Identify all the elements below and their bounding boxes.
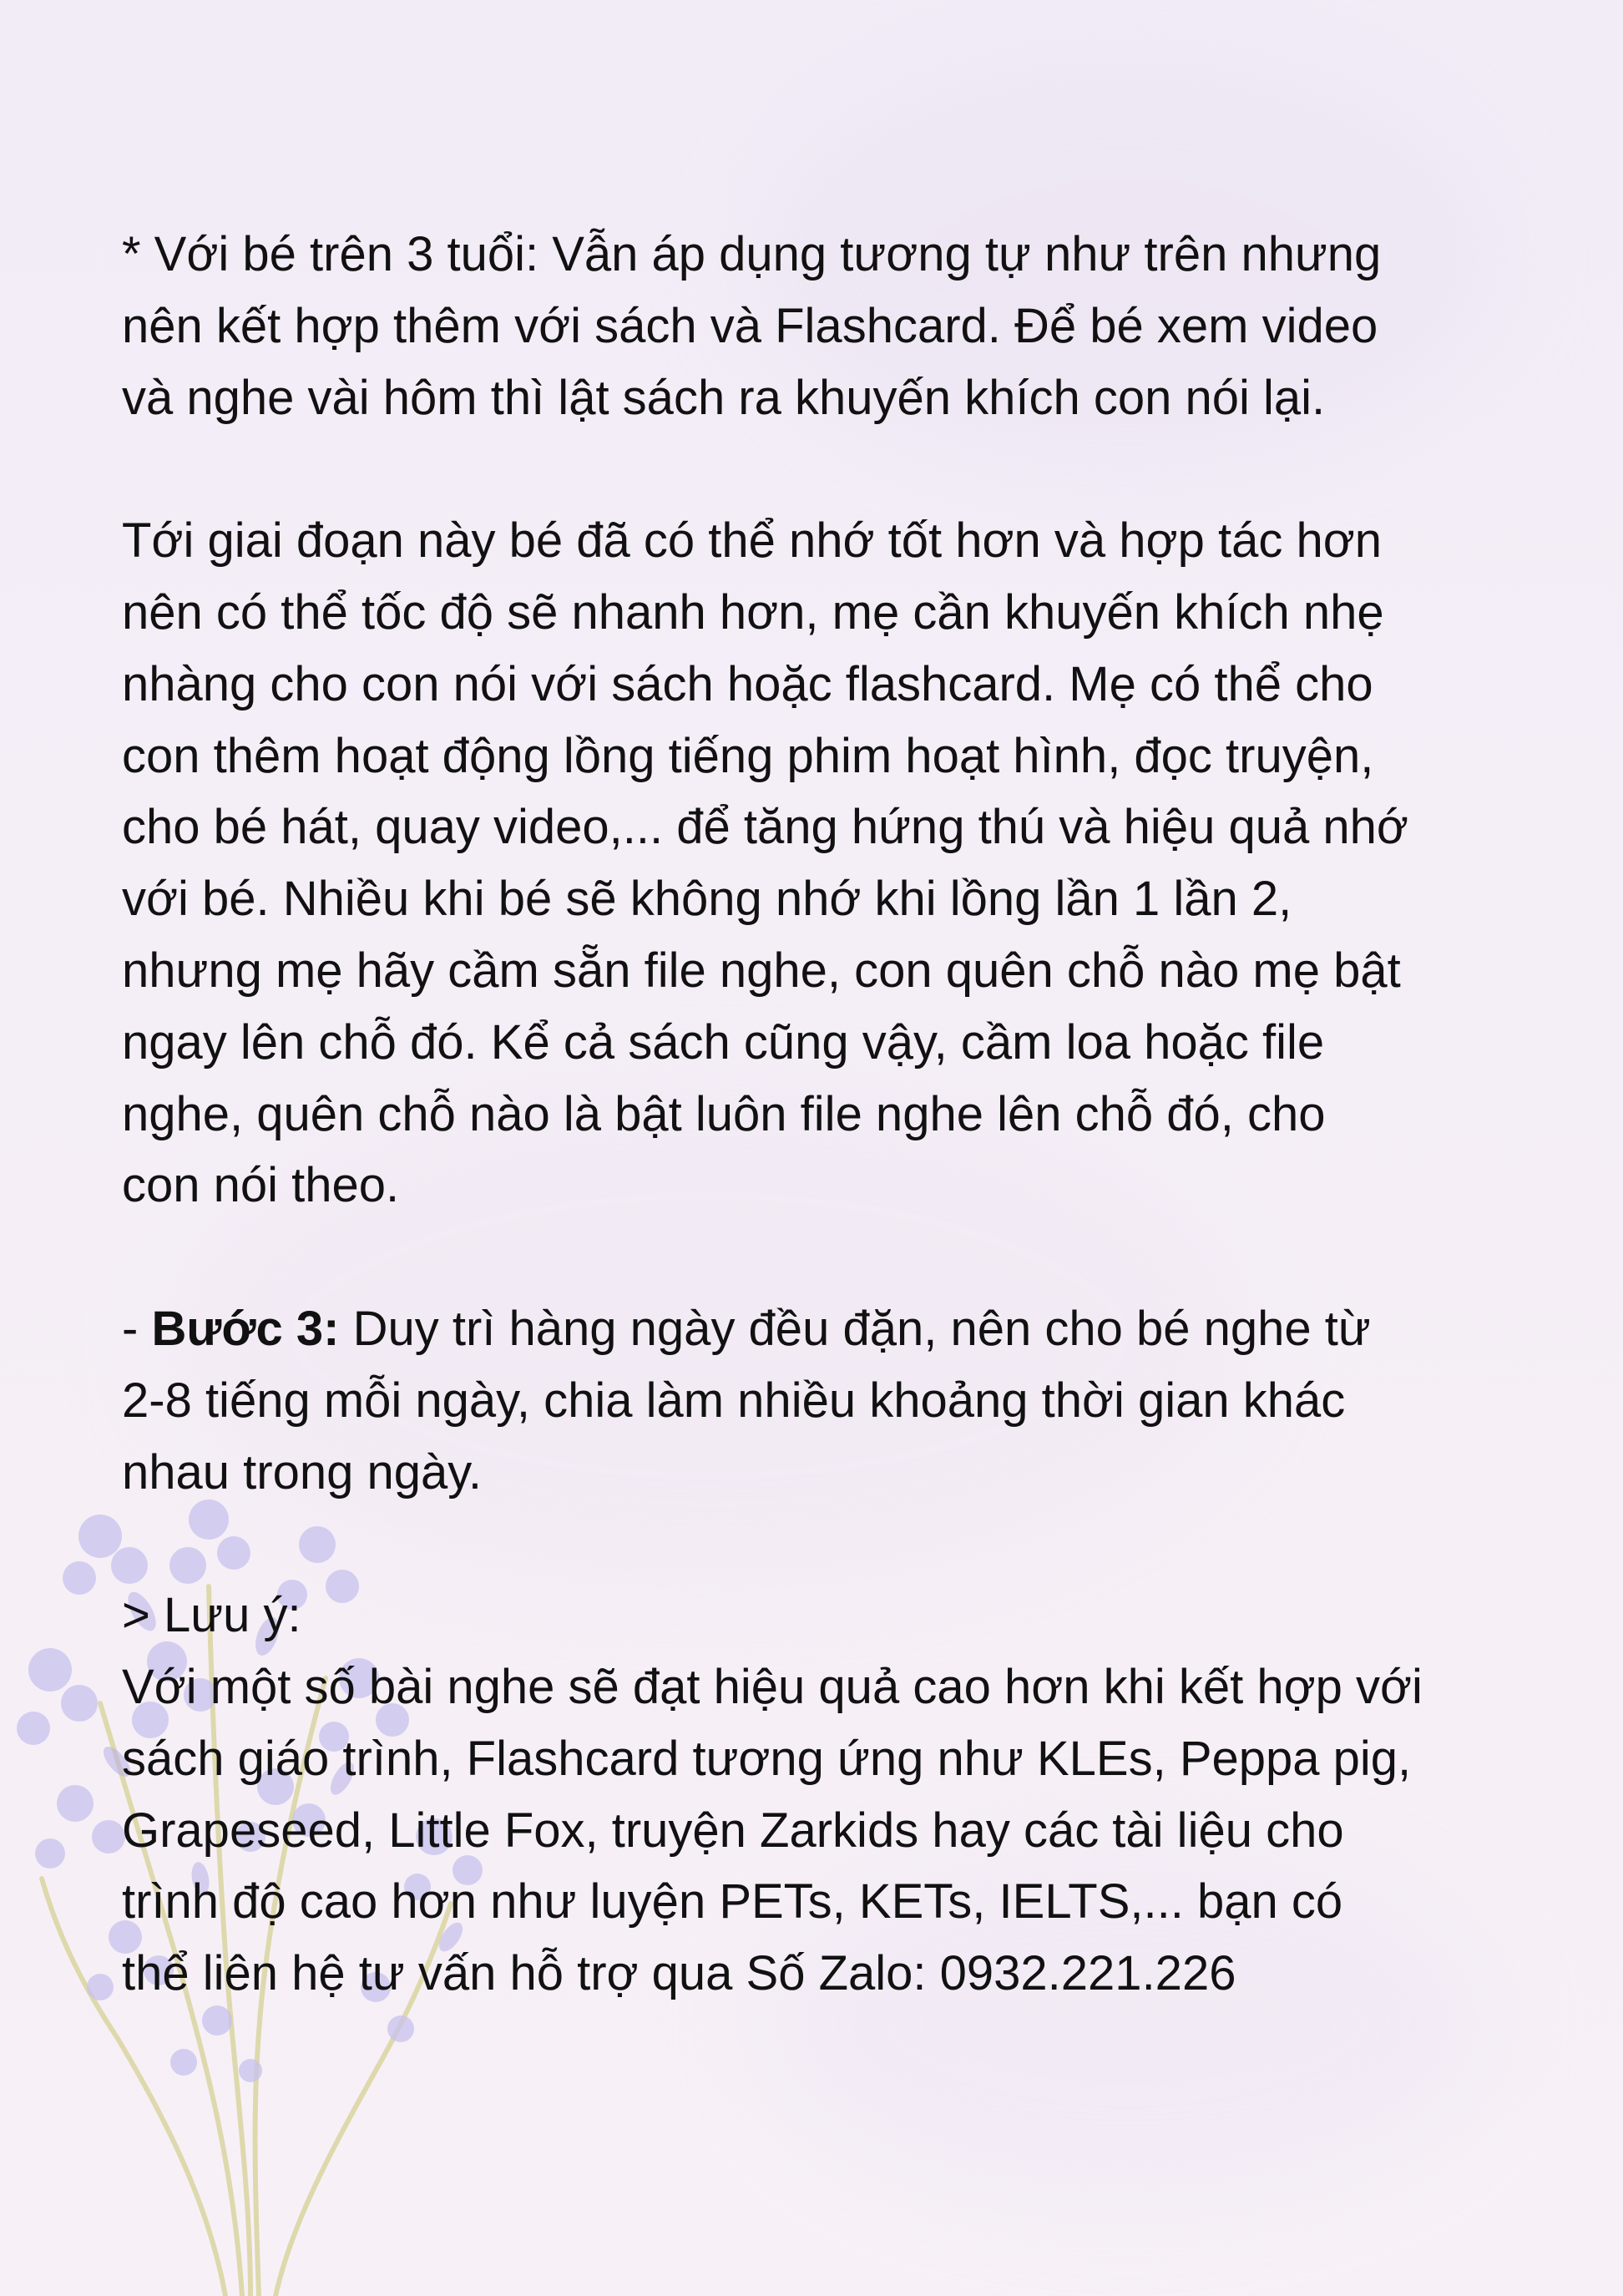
text-line: nên kết hợp thêm với sách và Flashcard. Để bé xem video xyxy=(122,298,1378,353)
text-line: nhàng cho con nói với sách hoặc flashcard. Mẹ có thể cho xyxy=(122,656,1373,711)
text-line: Với một số bài nghe sẽ đạt hiệu quả cao hơn khi kết hợp với xyxy=(122,1659,1423,1714)
text-line: trình độ cao hơn như luyện PETs, KETs, IELTS,... bạn có xyxy=(122,1874,1343,1929)
text-line: nhau trong ngày. xyxy=(122,1444,483,1499)
text-line: nghe, quên chỗ nào là bật luôn file nghe lên chỗ đó, cho xyxy=(122,1086,1326,1141)
note-heading: > Lưu ý: xyxy=(122,1588,301,1643)
text-line: nên có thể tốc độ sẽ nhanh hơn, mẹ cần khuyến khích nhẹ xyxy=(122,584,1384,640)
text-line: * Với bé trên 3 tuổi: Vẫn áp dụng tương tự như trên nhưng xyxy=(122,227,1382,281)
text-line: cho bé hát, quay video,... để tăng hứng thú và hiệu quả nhớ xyxy=(122,800,1408,855)
paragraph-gap xyxy=(122,433,1508,505)
text-line xyxy=(122,1293,1508,1365)
text-line: nhưng mẹ hãy cầm sẵn file nghe, con quên chỗ nào mẹ bật xyxy=(122,943,1401,998)
paragraph-over-3-years xyxy=(122,219,1508,433)
text-line: con nói theo. xyxy=(122,1158,400,1213)
paragraph-gap xyxy=(122,1221,1508,1293)
step-prefix: - xyxy=(122,1301,152,1356)
text-line: 2-8 tiếng mỗi ngày, chia làm nhiều khoảng thời gian khác xyxy=(122,1373,1346,1428)
paragraph-gap xyxy=(122,1508,1508,1580)
text-line: sách giáo trình, Flashcard tương ứng như KLEs, Peppa pig, xyxy=(122,1731,1412,1786)
paragraph-stage-explanation xyxy=(122,505,1508,1221)
paragraph-note xyxy=(122,1580,1508,2010)
text-line: Grapeseed, Little Fox, truyện Zarkids hay các tài liệu cho xyxy=(122,1803,1344,1858)
paragraph-step-3 xyxy=(122,1293,1508,1508)
text-line: con thêm hoạt động lồng tiếng phim hoạt hình, đọc truyện, xyxy=(122,728,1374,783)
text-line: ngay lên chỗ đó. Kể cả sách cũng vậy, cầm loa hoặc file xyxy=(122,1014,1325,1070)
document-body xyxy=(122,219,1508,2010)
contact-line: thể liên hệ tư vấn hỗ trợ qua Số Zalo: 0932.221.226 xyxy=(122,1946,1236,2001)
step-3-heading: Bước 3: xyxy=(151,1301,340,1356)
text-line: với bé. Nhiều khi bé sẽ không nhớ khi lồng lần 1 lần 2, xyxy=(122,872,1292,927)
text-line: và nghe vài hôm thì lật sách ra khuyến khích con nói lại. xyxy=(122,370,1326,425)
step-3-text: Duy trì hàng ngày đều đặn, nên cho bé nghe từ xyxy=(339,1301,1371,1356)
text-line: Tới giai đoạn này bé đã có thể nhớ tốt hơn và hợp tác hơn xyxy=(122,513,1382,569)
